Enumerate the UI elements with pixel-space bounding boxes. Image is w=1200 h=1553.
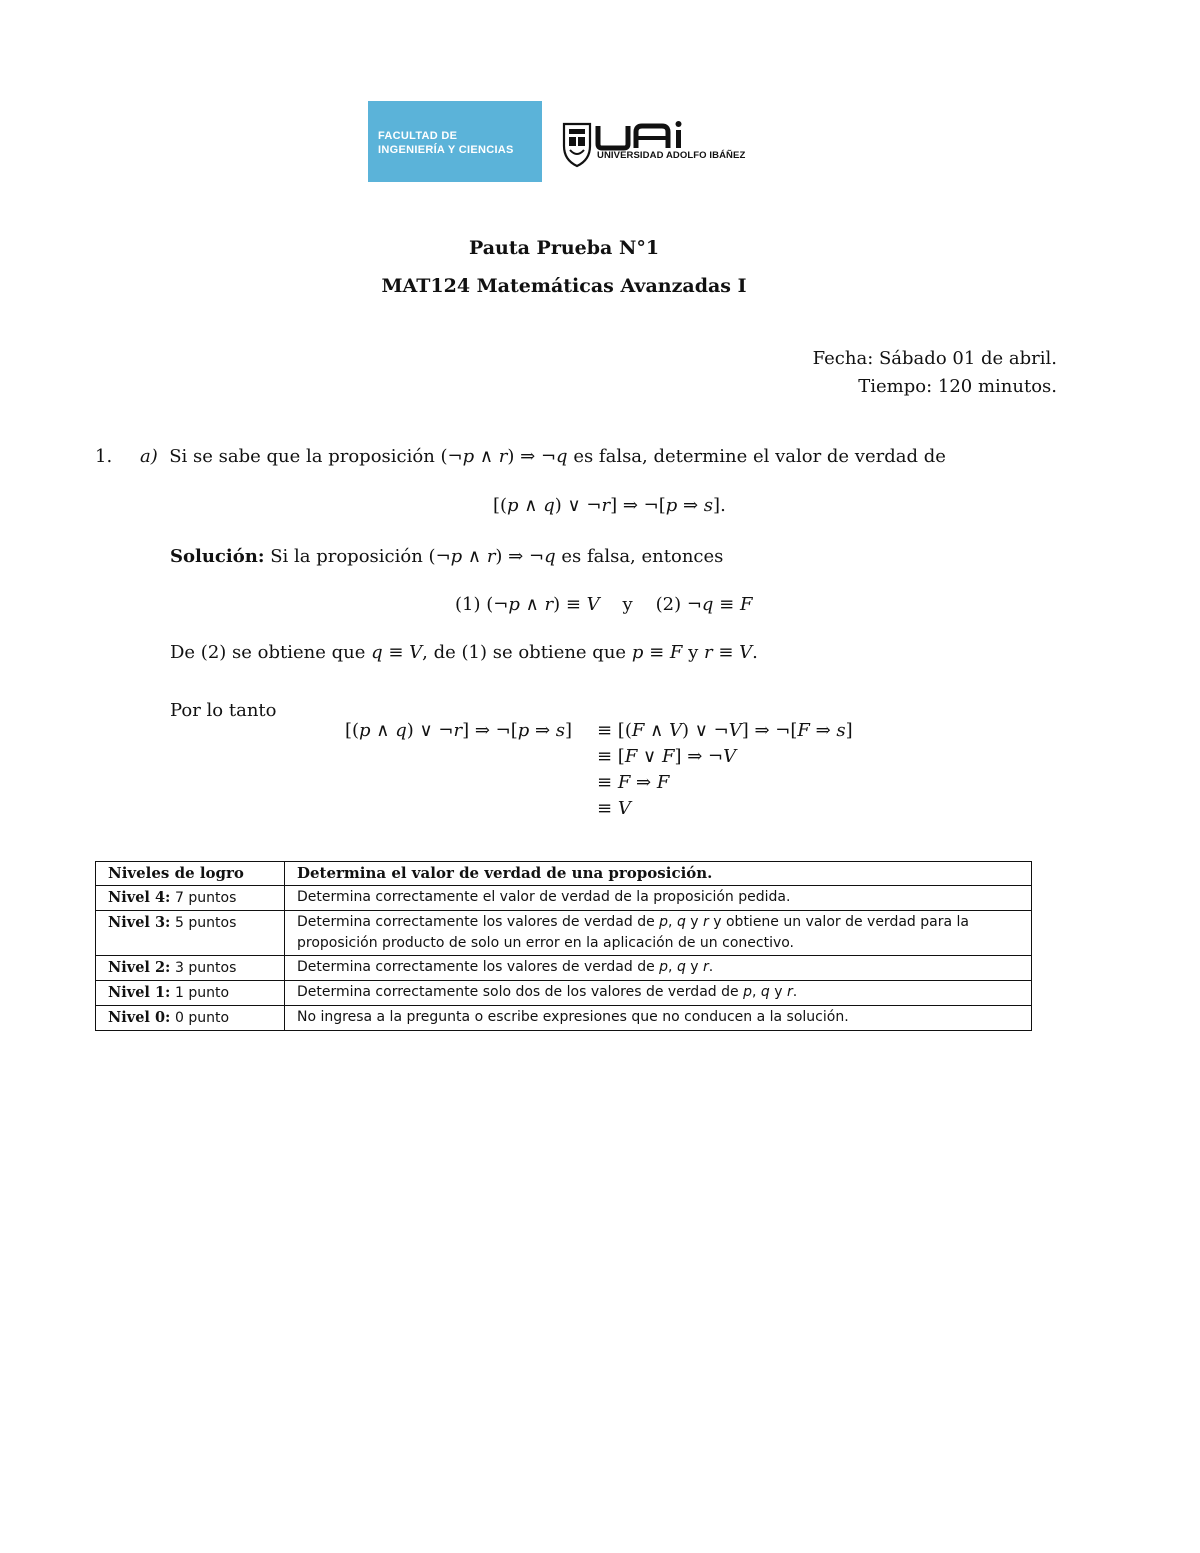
premise-formula: (¬p ∧ r) ⇒ ¬q — [440, 446, 568, 467]
table-row — [96, 1006, 1032, 1031]
rubric-desc-pre: Determina correctamente los valores de verdad de — [297, 959, 655, 975]
deduce-y: y — [688, 642, 699, 663]
derivation-step-4: ≡ V — [597, 798, 631, 819]
solution-pre: Si la proposición — [270, 546, 423, 567]
rubric-level: Nivel 3: — [108, 914, 171, 931]
por-lo-tanto: Por lo tanto — [170, 700, 277, 721]
faculty-logo-line2: INGENIERÍA Y CIENCIAS — [378, 144, 514, 156]
solution-premise-formula: (¬p ∧ r) ⇒ ¬q — [428, 546, 556, 567]
table-row — [96, 911, 1032, 956]
rubric-desc-pre: Determina correctamente los valores de verdad de — [297, 914, 655, 930]
derivation-lhs: [(p ∧ q) ∨ ¬r] ⇒ ¬[p ⇒ s] — [345, 720, 573, 741]
rubric-level: Nivel 0: — [108, 1009, 171, 1026]
faculty-logo — [368, 101, 542, 182]
rubric-desc: No ingresa a la pregunta o escribe expresiones que no conducen a la solución. — [285, 1006, 1032, 1031]
exam-date: Fecha: Sábado 01 de abril. — [812, 348, 1057, 369]
derivation-step-1: ≡ [(F ∧ V) ∨ ¬V] ⇒ ¬[F ⇒ s] — [597, 720, 853, 741]
statement-pre: Si se sabe que la proposición — [169, 446, 435, 467]
question-number: 1. — [95, 446, 113, 467]
statement-post: es falsa, determine el valor de verdad de — [573, 446, 946, 467]
p-value: p ≡ F — [631, 642, 683, 663]
table-row — [96, 981, 1032, 1006]
rubric-desc-post: . — [708, 959, 714, 975]
rubric-points: 3 puntos — [175, 960, 237, 976]
rubric-desc-pre: Determina correctamente solo dos de los valores de verdad de — [297, 984, 739, 1000]
rubric-table — [95, 861, 1032, 1031]
rubric-level: Nivel 4: — [108, 889, 171, 906]
question-statement — [140, 446, 946, 467]
derived-conditions: (1) (¬p ∧ r) ≡ V y (2) ¬q ≡ F — [455, 594, 753, 615]
derivation-step-2: ≡ [F ∨ F] ⇒ ¬V — [597, 746, 737, 767]
rubric-header-row — [96, 862, 1032, 886]
deduction-line — [170, 642, 758, 663]
rubric-desc: Determina correctamente el valor de verdad de la proposición pedida. — [285, 886, 1032, 911]
solution-intro — [170, 546, 723, 567]
rubric-points: 7 puntos — [175, 890, 237, 906]
deduce-1: De (2) se obtiene que — [170, 642, 366, 663]
solution-label: Solución: — [170, 546, 265, 567]
document-title: Pauta Prueba N°1 — [468, 237, 660, 259]
question-part-label: a) — [140, 446, 158, 467]
rubric-level: Nivel 1: — [108, 984, 171, 1001]
rubric-header-levels: Niveles de logro — [96, 862, 285, 886]
rubric-desc: Determina correctamente los valores de verdad de p, q y r y obtiene un valor de verdad para la proposición producto de solo un error en la aplicación de un conectivo. — [285, 911, 1032, 956]
rubric-points: 5 puntos — [175, 915, 237, 931]
solution-post: es falsa, entonces — [561, 546, 724, 567]
rubric-desc-post: y obtiene un valor de verdad para la proposición producto de solo un error en la aplicación de un conectivo. — [297, 914, 969, 951]
faculty-logo-line1: FACULTAD DE — [378, 130, 458, 142]
conj-y: y — [622, 594, 633, 615]
rubric-points: 1 punto — [175, 985, 230, 1001]
rubric-desc: Determina correctamente solo dos de los valores de verdad de p, q y r. — [285, 981, 1032, 1006]
rubric-desc: Determina correctamente los valores de verdad de p, q y r. — [285, 956, 1032, 981]
rubric-desc-post: . — [792, 984, 798, 1000]
deduce-2: , de (1) se obtiene que — [422, 642, 627, 663]
table-row — [96, 886, 1032, 911]
r-value: r ≡ V. — [704, 642, 758, 663]
exam-time: Tiempo: 120 minutos. — [858, 376, 1057, 397]
table-row — [96, 956, 1032, 981]
rubric-level: Nivel 2: — [108, 959, 171, 976]
course-title: MAT124 Matemáticas Avanzadas I — [381, 275, 747, 297]
rubric-points: 0 punto — [175, 1010, 230, 1026]
derivation-step-3: ≡ F ⇒ F — [597, 772, 670, 793]
target-formula: [(p ∧ q) ∨ ¬r] ⇒ ¬[p ⇒ s]. — [493, 495, 726, 516]
uai-logo-caption: UNIVERSIDAD ADOLFO IBÁÑEZ — [597, 150, 746, 161]
rubric-header-criterion: Determina el valor de verdad de una proposición. — [285, 862, 1032, 886]
q-value: q ≡ V — [371, 642, 423, 663]
uai-logo-icon — [562, 120, 740, 170]
